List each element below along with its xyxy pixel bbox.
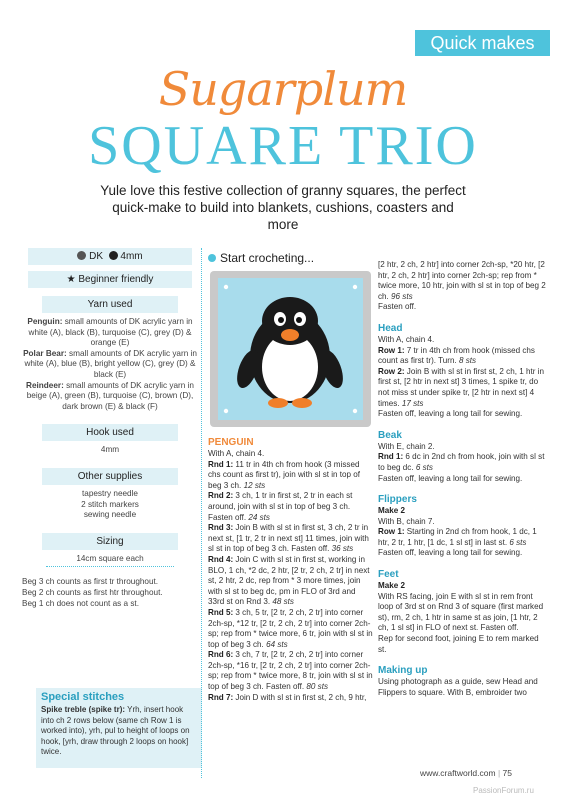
round-3 [208,523,373,555]
fasten-off: Fasten off. [378,302,417,312]
stitch-count: 8 sts [458,356,477,366]
round-5 [208,608,373,650]
title-line-2: SQUARE TRIO [88,115,478,177]
round-2 [208,491,373,523]
make-count: Make 2 [378,581,405,591]
yarn-list [22,317,198,412]
reindeer-yarn: small amounts of DK acrylic yarn in beige (A), green (B), turquoise (C), brown (D), dark brown (E) & black (F) [26,380,194,411]
special-stitches-box [36,688,202,768]
penguin-yarn: small amounts of DK acrylic yarn in white (A), black (B), turquoise (C), grey (D) & orange (E) [28,317,193,348]
feet-heading: Feet [378,569,399,581]
intro-text: Yule love this festive collection of granny squares, the perfect quick-make to build into blankets, cushions, coasters and more [100,183,466,232]
flippers-intro: With B, chain 7. [378,516,435,526]
beak-intro: With E, chain 2. [378,441,435,451]
feet-text-2: Rep for second foot, joining E to rem marked st. [378,634,539,654]
feet-make [378,581,548,592]
start-heading [208,250,373,266]
note: Beg 3 ch counts as first tr throughout. [22,577,159,587]
watermark: PassionForum.ru [473,786,534,795]
row-label: Rnd 1: [378,452,404,462]
row-label: Row 1: [378,527,405,537]
yarn-ball-icon [77,251,86,260]
stitch-count: 6 sts [415,462,433,472]
supplies-list [22,489,198,521]
sizing-value: 14cm square each [76,553,144,563]
supplies-heading: Other supplies [42,468,178,485]
start-label: Start crocheting... [220,251,315,265]
stitch-count: 64 sts [266,639,288,649]
round-1 [208,460,373,492]
round-7 [208,693,373,704]
level-label: Beginner friendly [78,274,154,285]
round-label: Rnd 4: [208,554,234,564]
note: Beg 1 ch does not count as a st. [22,598,139,608]
penguin-yarn-label: Penguin: [27,317,63,326]
beak-round-1 [378,452,548,473]
beak-heading: Beak [378,429,402,441]
reindeer-yarn-label: Reindeer: [26,380,64,390]
special-text [41,705,197,758]
round-label: Rnd 2: [208,491,234,501]
note: Beg 2 ch counts as first htr throughout. [22,587,163,597]
yarn-heading: Yarn used [42,296,178,313]
hook-size-spec: 4mm [120,251,143,262]
penguin-square-photo [208,269,373,429]
pattern-column-right [378,260,548,698]
round-label: Rnd 7: [208,692,234,702]
stitch-count: 80 sts [306,682,328,692]
hook-icon [109,251,118,260]
penguin-heading: PENGUIN [208,437,254,448]
supply-item: tapestry needle [82,488,138,498]
head-heading: Head [378,322,403,334]
polar-yarn-label: Polar Bear: [23,348,67,358]
beak-end: Fasten off, leaving a long tail for sewing. [378,473,523,483]
pattern-column [208,250,373,703]
stitch-count: 17 sts [401,398,424,408]
level-pill [28,271,192,288]
stitch-count: 12 sts [243,480,266,490]
special-heading: Special stitches [41,691,125,703]
page-footer: www.craftworld.com | 75 [420,768,512,778]
round-text: 3 ch, 7 tr, [2 tr, 2 ch, 2 tr] into corner 2ch-sp, *16 tr, [2 tr, 2 ch, 2 tr] into corner 2ch-sp; rep from * twice more, 8 tr, join with sl st in top of beg 3 ch. Fasten off. [208,650,373,692]
penguin-intro: With A, chain 4. [208,449,265,458]
round-label: Rnd 5: [208,607,234,617]
round-text: 3 ch, 5 tr, [2 tr, 2 ch, 2 tr] into corner 2ch-sp, *12 tr, [2 tr, 2 ch, 2 tr] into corner 2ch-sp; rep from * twice more, 6 tr, join with sl st in top of beg 3 ch. [208,607,373,649]
round-text: [2 htr, 2 ch, 2 htr] into corner 2ch-sp, *20 htr, [2 htr, 2 ch, 2 htr] into corner 2ch-sp; rep from * twice more, 10 htr, join with sl st in top of beg 2 ch. [378,260,546,301]
bullet-icon [208,254,216,262]
row-text: Join B with sl st in first st, 2 ch, 1 htr in first st, [2 htr in next st] 3 times, 1 spike tr, do not miss st under spike tr, [2 htr in next st] 4 times. [378,366,544,408]
round-text: 3 ch, 1 tr in first st, 2 tr in each st around, join with sl st in top of beg 3 ch. Fasten off. [208,491,353,522]
feet-text: With RS facing, join E with sl st in rem front loop of 3rd st on Rnd 3 of square (first marked st), rm, 2 ch, 1 htr in same st as join, [1 htr, 2 ch, 1 sl st] in FLO of next st. Fasten off. [378,591,544,633]
round-text: 11 tr in 4th ch from hook (3 missed chs count as first tr), join with sl st in top of beg 3 ch. [208,459,361,490]
stitch-count: 24 sts [248,512,270,522]
specs-pill [28,248,192,265]
column-divider [201,248,202,778]
supply-item: 2 stitch markers [81,499,139,509]
round-6 [208,650,373,692]
stitch-count: 36 sts [331,544,354,554]
head-row-2 [378,367,548,409]
round-7-continued [378,260,548,302]
flippers-row-1 [378,527,548,548]
notes [22,577,198,609]
round-label: Rnd 3: [208,523,234,533]
yarn-weight: DK [89,251,104,262]
stitch-count: 96 sts [391,291,413,301]
page-number: 75 [502,768,512,778]
round-4 [208,555,373,608]
make-count: Make 2 [378,506,405,516]
round-label: Rnd 1: [208,459,234,469]
materials-column [22,248,198,629]
round-label: Rnd 6: [208,650,234,660]
star-icon: ★ [66,274,76,285]
head-row-1 [378,346,548,367]
making-up-heading: Making up [378,665,428,677]
row-label: Row 2: [378,366,405,376]
site-url: www.craftworld.com [420,768,496,778]
making-up-text: Using photograph as a guide, sew Head and Flippers to square. With B, embroider two [378,677,538,697]
spike-text: Yrh, insert hook into ch 2 rows below (same ch Row 1 is worked into), yrh, pul to height of loops on hook, [yrh, draw through 2 loops on hook] twice. [41,705,190,757]
round-text: Join C with sl st in first st, working in BLO, 1 ch, *2 dc, 2 htr, [2 tr, 2 ch, 2 tr] in next st, 2 htr, 2 dc, rep from * 3 more times, join with sl st to beg dc, pm in FLO of 3rd and 33rd st on Rnd 3. [208,554,370,607]
hook-heading: Hook used [42,424,178,441]
polar-yarn: small amounts of DK acrylic yarn in white (A), blue (B), bright yellow (C), grey (D) & black (E) [24,348,197,379]
supply-item: sewing needle [83,510,137,520]
stitch-count: 48 sts [272,597,294,607]
spike-label: Spike treble (spike tr): [41,705,126,714]
section-badge: Quick makes [415,30,550,56]
stitch-count: 6 sts [509,537,527,547]
head-intro: With A, chain 4. [378,334,435,344]
flippers-make [378,506,548,517]
flippers-end: Fasten off, leaving a long tail for sewing. [378,548,523,558]
hook-value: 4mm [100,445,120,455]
row-text: 6 dc in 2nd ch from hook, join with sl st to beg dc. [378,452,545,472]
row-text: Starting in 2nd ch from hook, 1 dc, 1 htr, 2 tr, 1 htr, [1 dc, 1 sl st] in last st. [378,527,537,547]
row-text: 7 tr in 4th ch from hook (missed chs count as first tr). Turn. [378,345,535,366]
sizing-heading: Sizing [42,533,178,550]
round-text: Join B with sl st in first st, 3 ch, 2 tr in next st, [1 tr, 2 tr in next st] 11 times, join with sl st in top of beg 3 ch. Fasten off. [208,523,369,554]
title-line-1: Sugarplum [158,62,408,116]
head-end: Fasten off, leaving a long tail for sewing. [378,409,523,419]
flippers-heading: Flippers [378,494,417,506]
row-label: Row 1: [378,345,405,355]
round-text: Join D with sl st in first st, 2 ch, 9 htr, [233,692,367,702]
divider [46,566,174,567]
